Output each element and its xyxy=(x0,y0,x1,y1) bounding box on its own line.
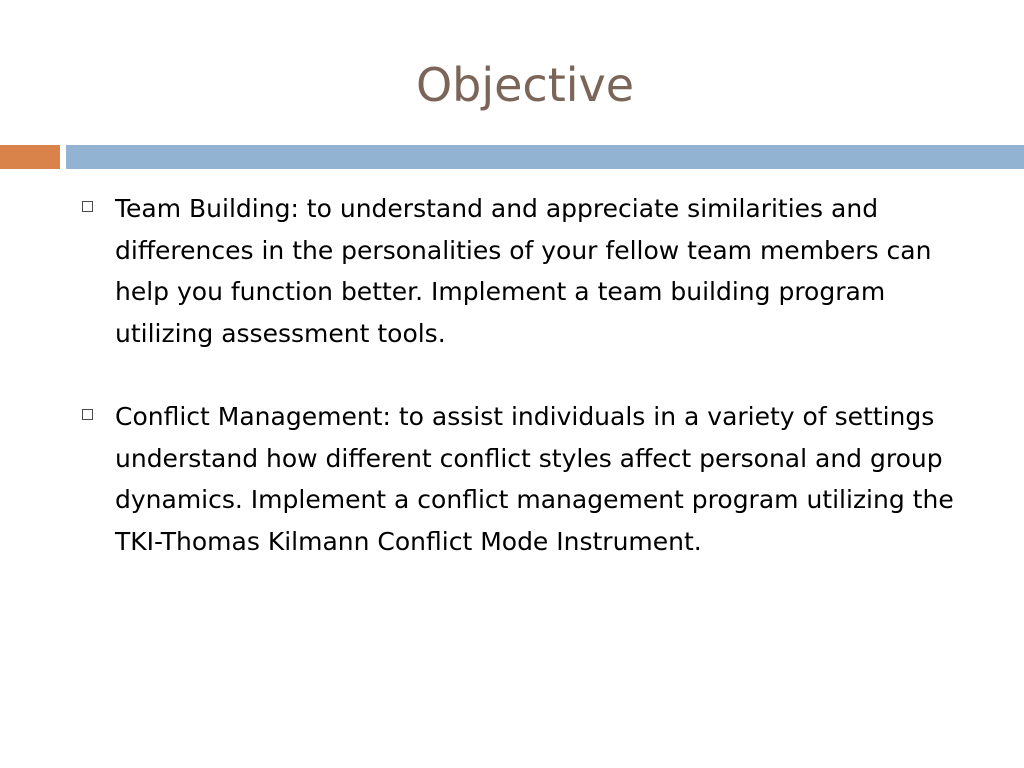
bullet-text: Conflict Management: to assist individuals in a variety of settings understand how different conflict styles affect personal and group dynamics. Implement a conflict management program utilizing the TKI-Thomas Kilmann Conflict Mode Instrument. xyxy=(115,402,954,556)
bullet-text: Team Building: to understand and appreciate similarities and differences in the personalities of your fellow team members can help you function better. Implement a team building program utilizing assessment tools. xyxy=(115,194,932,348)
title-divider-bar xyxy=(66,145,1024,169)
slide-title: Objective xyxy=(415,58,635,112)
square-bullet-icon xyxy=(82,201,93,212)
bullet-list xyxy=(80,188,980,604)
square-bullet-icon xyxy=(82,409,93,420)
bullet-item-conflict-management xyxy=(80,396,980,562)
accent-bar xyxy=(0,145,60,169)
bullet-item-team-building xyxy=(80,188,980,354)
